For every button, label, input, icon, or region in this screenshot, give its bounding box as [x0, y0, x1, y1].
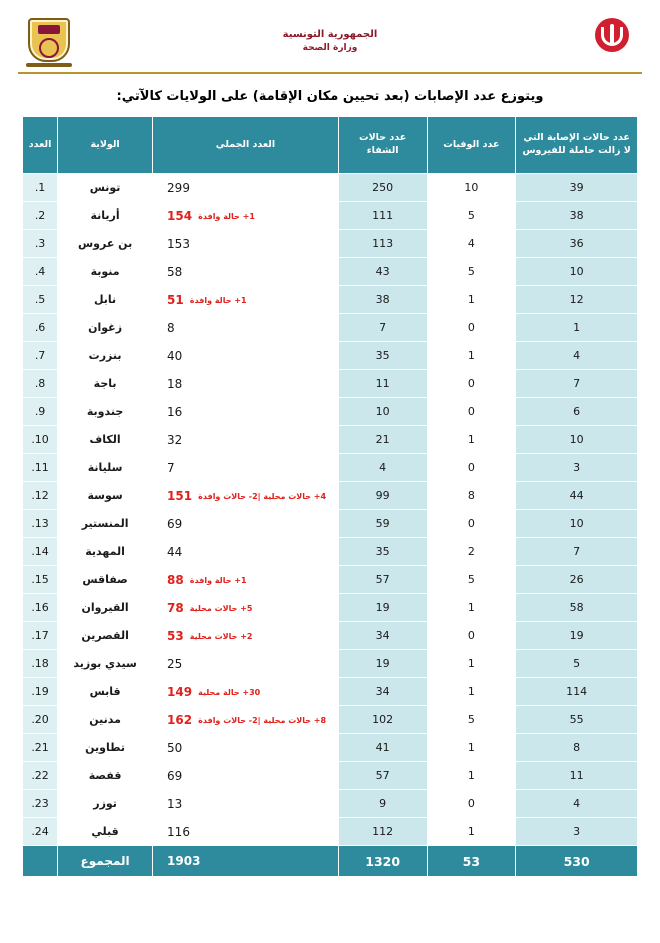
- cell-healed: 19: [338, 650, 427, 678]
- cell-carriers: 7: [516, 370, 638, 398]
- total-value: 51: [167, 292, 184, 307]
- cell-deaths: 1: [427, 426, 516, 454]
- column-header-governorate: الولاية: [58, 117, 153, 174]
- cell-deaths: 5: [427, 202, 516, 230]
- cell-carriers: 4: [516, 342, 638, 370]
- table-row: [23, 734, 638, 762]
- cell-index: .2: [23, 202, 58, 230]
- total-cases-value: 1903: [167, 854, 201, 869]
- cell-index: .14: [23, 538, 58, 566]
- total-value: 69: [167, 516, 183, 531]
- cell-carriers: 10: [516, 258, 638, 286]
- table-row: [23, 790, 638, 818]
- total-value: 53: [167, 628, 184, 643]
- cell-total: [153, 818, 339, 846]
- cell-governorate: القصرين: [58, 622, 153, 650]
- cell-deaths: 1: [427, 286, 516, 314]
- cell-carriers: 44: [516, 482, 638, 510]
- cell-index: .5: [23, 286, 58, 314]
- cell-healed: 7: [338, 314, 427, 342]
- cell-governorate: منوبة: [58, 258, 153, 286]
- cell-index: .7: [23, 342, 58, 370]
- cell-total: [153, 678, 339, 706]
- cell-healed: 43: [338, 258, 427, 286]
- cell-healed: 112: [338, 818, 427, 846]
- cell-deaths: 0: [427, 510, 516, 538]
- cell-index: .15: [23, 566, 58, 594]
- cell-governorate: نابل: [58, 286, 153, 314]
- cell-total: [153, 342, 339, 370]
- total-note: 1+ حالة وافدة: [189, 295, 247, 305]
- cell-governorate: باجة: [58, 370, 153, 398]
- cell-governorate: أريانة: [58, 202, 153, 230]
- cell-governorate: سليانة: [58, 454, 153, 482]
- cell-total: [153, 510, 339, 538]
- cell-carriers: 8: [516, 734, 638, 762]
- cell-total: [153, 202, 339, 230]
- table-row: [23, 762, 638, 790]
- total-value: 8: [167, 320, 175, 335]
- cell-index: .23: [23, 790, 58, 818]
- cell-governorate: قبلي: [58, 818, 153, 846]
- table-body: [23, 174, 638, 877]
- table-row: [23, 650, 638, 678]
- cell-deaths: 1: [427, 594, 516, 622]
- governorate-cases-table: [22, 116, 638, 877]
- table-row: [23, 230, 638, 258]
- cell-index: .8: [23, 370, 58, 398]
- total-value: 44: [167, 544, 183, 559]
- total-value: 153: [167, 236, 190, 251]
- cell-healed: 59: [338, 510, 427, 538]
- cell-governorate: جندوبة: [58, 398, 153, 426]
- table-row: [23, 174, 638, 202]
- cell-index: .18: [23, 650, 58, 678]
- cell-total: [153, 790, 339, 818]
- cell-carriers: 55: [516, 706, 638, 734]
- cell-carriers: 58: [516, 594, 638, 622]
- cell-deaths: 8: [427, 482, 516, 510]
- cell-deaths: 0: [427, 370, 516, 398]
- total-value: 78: [167, 600, 184, 615]
- cell-healed: 38: [338, 286, 427, 314]
- total-note: 8+ حالات محلية |2- حالات وافدة: [198, 715, 327, 725]
- cell-healed: 19: [338, 594, 427, 622]
- cell-governorate: المهدية: [58, 538, 153, 566]
- cell-healed: 102: [338, 706, 427, 734]
- table-row: [23, 706, 638, 734]
- cell-index: .11: [23, 454, 58, 482]
- cell-governorate: تطاوين: [58, 734, 153, 762]
- republic-title: الجمهورية التونسية: [282, 28, 378, 40]
- total-value: 149: [167, 684, 193, 699]
- cell-carriers: 6: [516, 398, 638, 426]
- column-header-total: العدد الجملي: [153, 117, 339, 174]
- total-value: 151: [167, 488, 193, 503]
- column-header-deaths: عدد الوفيات: [427, 117, 516, 174]
- cell-carriers: 36: [516, 230, 638, 258]
- cell-healed: 35: [338, 342, 427, 370]
- table-header-row: [23, 117, 638, 174]
- column-header-carriers: عدد حالات الإصابة التي لا زالت حاملة للفيروس: [516, 117, 638, 174]
- cell-carriers: 5: [516, 650, 638, 678]
- table-row: [23, 678, 638, 706]
- cell-carriers: 39: [516, 174, 638, 202]
- cell-total: [153, 622, 339, 650]
- cell-index: .6: [23, 314, 58, 342]
- cell-governorate: مدنين: [58, 706, 153, 734]
- ministry-title: وزارة الصحة: [302, 42, 358, 53]
- cell-deaths: 5: [427, 566, 516, 594]
- cell-deaths: 1: [427, 342, 516, 370]
- header-titles: [283, 27, 378, 56]
- column-header-healed: عدد حالات الشفاء: [338, 117, 427, 174]
- table-row: [23, 566, 638, 594]
- total-healed: 1320: [338, 846, 427, 877]
- cell-healed: 99: [338, 482, 427, 510]
- cell-deaths: 1: [427, 678, 516, 706]
- cell-total: [153, 566, 339, 594]
- total-value: 116: [167, 824, 190, 839]
- cell-carriers: 3: [516, 818, 638, 846]
- cell-total: [153, 398, 339, 426]
- cell-healed: 57: [338, 762, 427, 790]
- cell-index: .17: [23, 622, 58, 650]
- cell-total: [153, 594, 339, 622]
- total-note: 1+ حالة وافدة: [189, 575, 247, 585]
- cell-index: .24: [23, 818, 58, 846]
- cell-total: [153, 174, 339, 202]
- total-carriers: 530: [516, 846, 638, 877]
- cell-total: [153, 286, 339, 314]
- table-row: [23, 818, 638, 846]
- total-value: 154: [167, 208, 193, 223]
- total-value: 299: [167, 180, 190, 195]
- cell-deaths: 0: [427, 398, 516, 426]
- cell-carriers: 38: [516, 202, 638, 230]
- cell-total: [153, 314, 339, 342]
- total-note: 4+ حالات محلية |2- حالات وافدة: [198, 491, 327, 501]
- cell-governorate: سوسة: [58, 482, 153, 510]
- cell-index: .22: [23, 762, 58, 790]
- total-value: 32: [167, 432, 183, 447]
- table-row: [23, 258, 638, 286]
- cell-index: .1: [23, 174, 58, 202]
- table-row: [23, 426, 638, 454]
- cell-carriers: 10: [516, 510, 638, 538]
- cell-deaths: 1: [427, 650, 516, 678]
- cell-total: [153, 734, 339, 762]
- cell-deaths: 4: [427, 230, 516, 258]
- document-header: [18, 10, 642, 74]
- total-value: 58: [167, 264, 183, 279]
- cell-deaths: 0: [427, 314, 516, 342]
- cell-governorate: قابس: [58, 678, 153, 706]
- cell-carriers: 26: [516, 566, 638, 594]
- cell-index: .9: [23, 398, 58, 426]
- table-row: [23, 286, 638, 314]
- table-row: [23, 622, 638, 650]
- total-value: 25: [167, 656, 183, 671]
- cell-deaths: 10: [427, 174, 516, 202]
- total-value: 40: [167, 348, 183, 363]
- cell-index: .10: [23, 426, 58, 454]
- cell-carriers: 10: [516, 426, 638, 454]
- cell-carriers: 3: [516, 454, 638, 482]
- cell-governorate: بن عروس: [58, 230, 153, 258]
- table-row: [23, 538, 638, 566]
- table-row: [23, 202, 638, 230]
- total-cases: [153, 846, 339, 877]
- cell-index: .3: [23, 230, 58, 258]
- cell-healed: 34: [338, 678, 427, 706]
- table-row: [23, 398, 638, 426]
- ministry-of-health-logo-icon: [592, 18, 632, 58]
- cell-deaths: 5: [427, 258, 516, 286]
- cell-carriers: 4: [516, 790, 638, 818]
- table-row: [23, 370, 638, 398]
- total-value: 13: [167, 796, 183, 811]
- cell-healed: 41: [338, 734, 427, 762]
- cell-healed: 35: [338, 538, 427, 566]
- cell-healed: 57: [338, 566, 427, 594]
- cell-carriers: 114: [516, 678, 638, 706]
- cell-governorate: الكاف: [58, 426, 153, 454]
- cell-deaths: 0: [427, 622, 516, 650]
- table-row: [23, 314, 638, 342]
- cell-total: [153, 762, 339, 790]
- page-title: ويتوزع عدد الإصابات (بعد تحيين مكان الإقامة) على الولايات كالآتي:: [116, 89, 544, 104]
- cell-carriers: 1: [516, 314, 638, 342]
- total-value: 162: [167, 712, 193, 727]
- cell-deaths: 1: [427, 762, 516, 790]
- total-value: 16: [167, 404, 183, 419]
- cell-deaths: 2: [427, 538, 516, 566]
- total-index-spacer: [23, 846, 58, 877]
- cell-total: [153, 230, 339, 258]
- cell-governorate: زغوان: [58, 314, 153, 342]
- total-value: 18: [167, 376, 183, 391]
- total-deaths: 53: [427, 846, 516, 877]
- cell-index: .13: [23, 510, 58, 538]
- cell-governorate: سيدي بوزيد: [58, 650, 153, 678]
- cell-index: .20: [23, 706, 58, 734]
- total-value: 88: [167, 572, 184, 587]
- table-row: [23, 594, 638, 622]
- table-row: [23, 454, 638, 482]
- cell-healed: 250: [338, 174, 427, 202]
- cell-healed: 4: [338, 454, 427, 482]
- cell-governorate: بنزرت: [58, 342, 153, 370]
- cell-deaths: 1: [427, 818, 516, 846]
- total-note: 30+ حالة محلية: [198, 687, 261, 697]
- cell-healed: 10: [338, 398, 427, 426]
- cell-governorate: صفاقس: [58, 566, 153, 594]
- document-page: [0, 10, 660, 943]
- total-label: المجموع: [58, 846, 153, 877]
- total-note: 1+ حالة وافدة: [198, 211, 255, 221]
- cell-total: [153, 482, 339, 510]
- total-value: 7: [167, 460, 175, 475]
- cell-index: .19: [23, 678, 58, 706]
- cell-governorate: تونس: [58, 174, 153, 202]
- cell-index: .21: [23, 734, 58, 762]
- cell-healed: 111: [338, 202, 427, 230]
- cell-healed: 34: [338, 622, 427, 650]
- governorate-table-wrapper: [22, 116, 638, 877]
- cell-healed: 113: [338, 230, 427, 258]
- cell-total: [153, 370, 339, 398]
- cell-carriers: 12: [516, 286, 638, 314]
- table-total-row: [23, 846, 638, 877]
- cell-index: .4: [23, 258, 58, 286]
- cell-governorate: توزر: [58, 790, 153, 818]
- cell-carriers: 19: [516, 622, 638, 650]
- table-row: [23, 510, 638, 538]
- cell-healed: 9: [338, 790, 427, 818]
- cell-deaths: 1: [427, 734, 516, 762]
- cell-governorate: القيروان: [58, 594, 153, 622]
- cell-governorate: قفصة: [58, 762, 153, 790]
- cell-total: [153, 706, 339, 734]
- cell-deaths: 0: [427, 454, 516, 482]
- table-row: [23, 482, 638, 510]
- cell-carriers: 11: [516, 762, 638, 790]
- total-note: 5+ حالات محلية: [189, 603, 253, 613]
- total-value: 69: [167, 768, 183, 783]
- total-value: 50: [167, 740, 183, 755]
- cell-index: .16: [23, 594, 58, 622]
- cell-total: [153, 454, 339, 482]
- cell-healed: 11: [338, 370, 427, 398]
- cell-total: [153, 258, 339, 286]
- table-row: [23, 342, 638, 370]
- cell-deaths: 5: [427, 706, 516, 734]
- cell-total: [153, 650, 339, 678]
- cell-index: .12: [23, 482, 58, 510]
- cell-deaths: 0: [427, 790, 516, 818]
- column-header-index: العدد: [23, 117, 58, 174]
- cell-carriers: 7: [516, 538, 638, 566]
- cell-governorate: المنستير: [58, 510, 153, 538]
- cell-total: [153, 538, 339, 566]
- cell-total: [153, 426, 339, 454]
- cell-healed: 21: [338, 426, 427, 454]
- total-note: 2+ حالات محلية: [189, 631, 253, 641]
- tunisia-coat-of-arms-icon: [26, 16, 72, 62]
